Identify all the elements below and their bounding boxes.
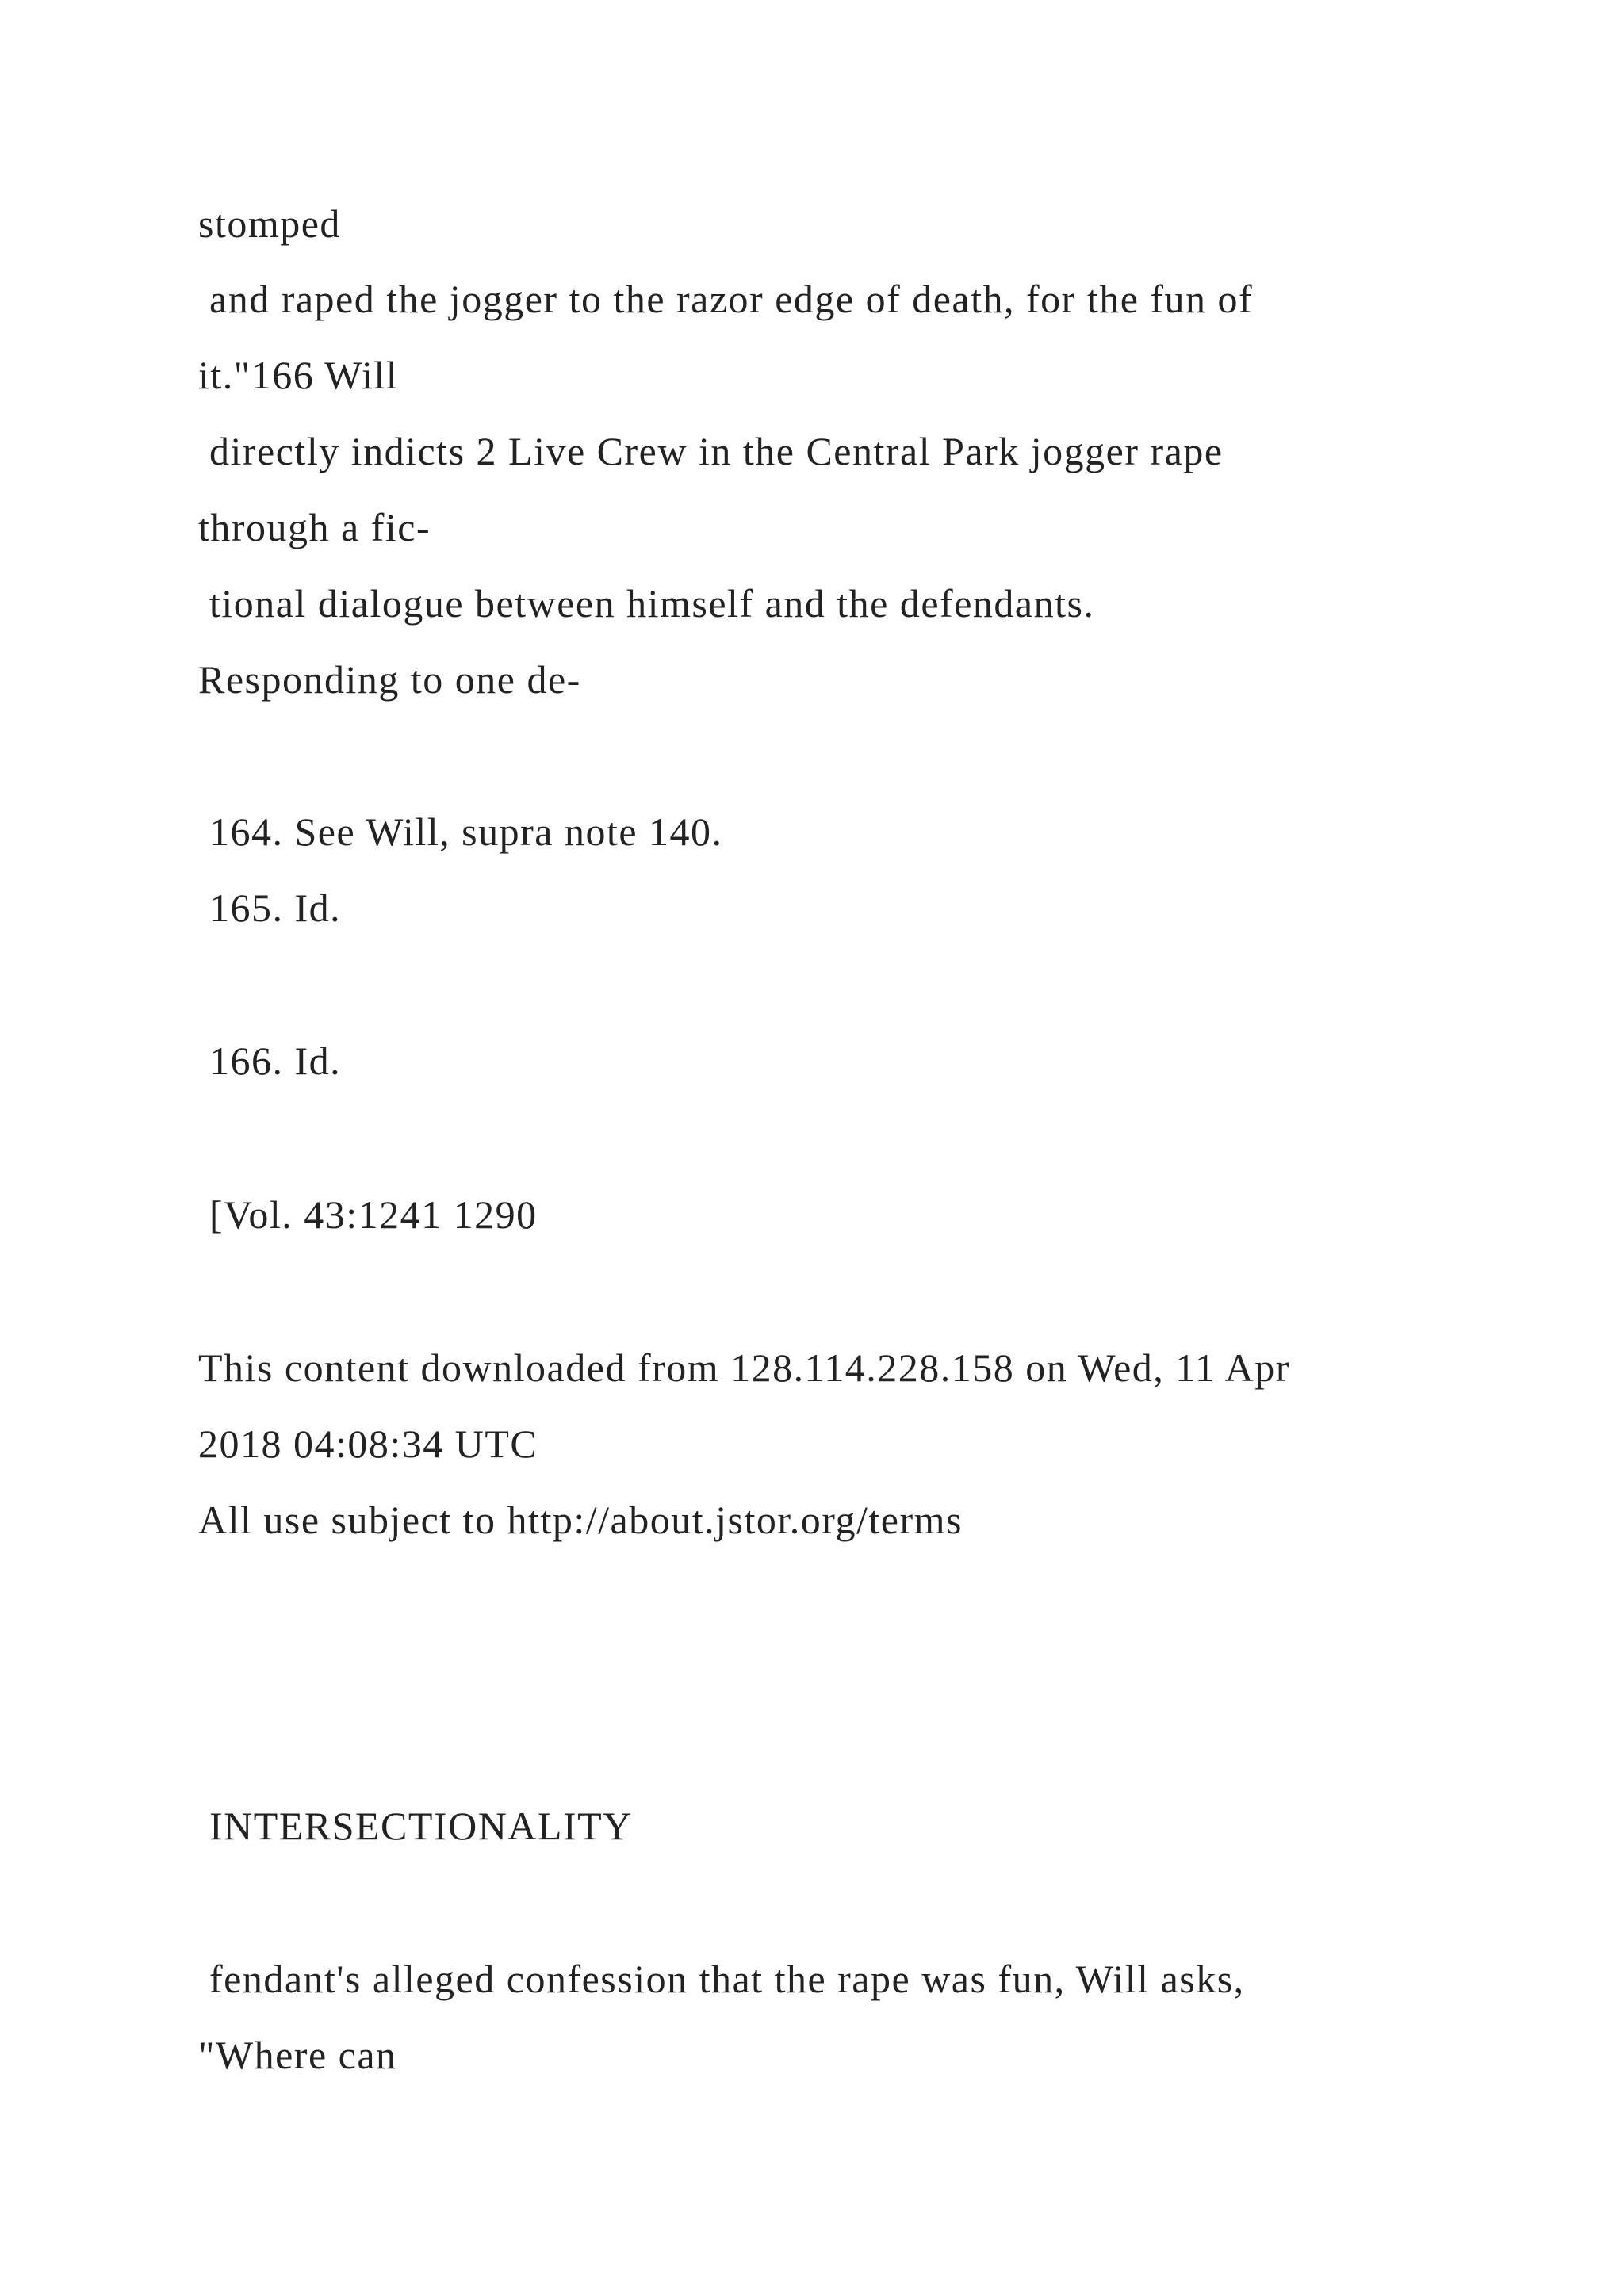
body-text-line: it."166 Will <box>198 353 399 397</box>
footnote-line: 166. Id. <box>198 1039 342 1083</box>
download-notice-line: 2018 04:08:34 UTC <box>198 1422 538 1466</box>
page-header-volume: [Vol. 43:1241 1290 <box>198 1192 538 1237</box>
body-text-line: fendant's alleged confession that the rape was fun, Will asks, <box>198 1957 1245 2001</box>
running-header-title: INTERSECTIONALITY <box>198 1804 633 1848</box>
body-text-line: stomped <box>198 201 341 246</box>
terms-notice-line: All use subject to http://about.jstor.org/terms <box>198 1498 963 1542</box>
body-text-line: through a fic- <box>198 505 431 549</box>
body-text-line: Responding to one de- <box>198 657 581 702</box>
body-text-line: directly indicts 2 Live Crew in the Central Park jogger rape <box>198 429 1224 473</box>
body-text-line: "Where can <box>198 2033 397 2077</box>
footnote-line: 165. Id. <box>198 886 342 930</box>
body-text-line: and raped the jogger to the razor edge of death, for the fun of <box>198 277 1254 321</box>
body-text-line: tional dialogue between himself and the defendants. <box>198 581 1095 626</box>
download-notice-line: This content downloaded from 128.114.228.158 on Wed, 11 Apr <box>198 1345 1290 1390</box>
footnote-line: 164. See Will, supra note 140. <box>198 809 723 854</box>
